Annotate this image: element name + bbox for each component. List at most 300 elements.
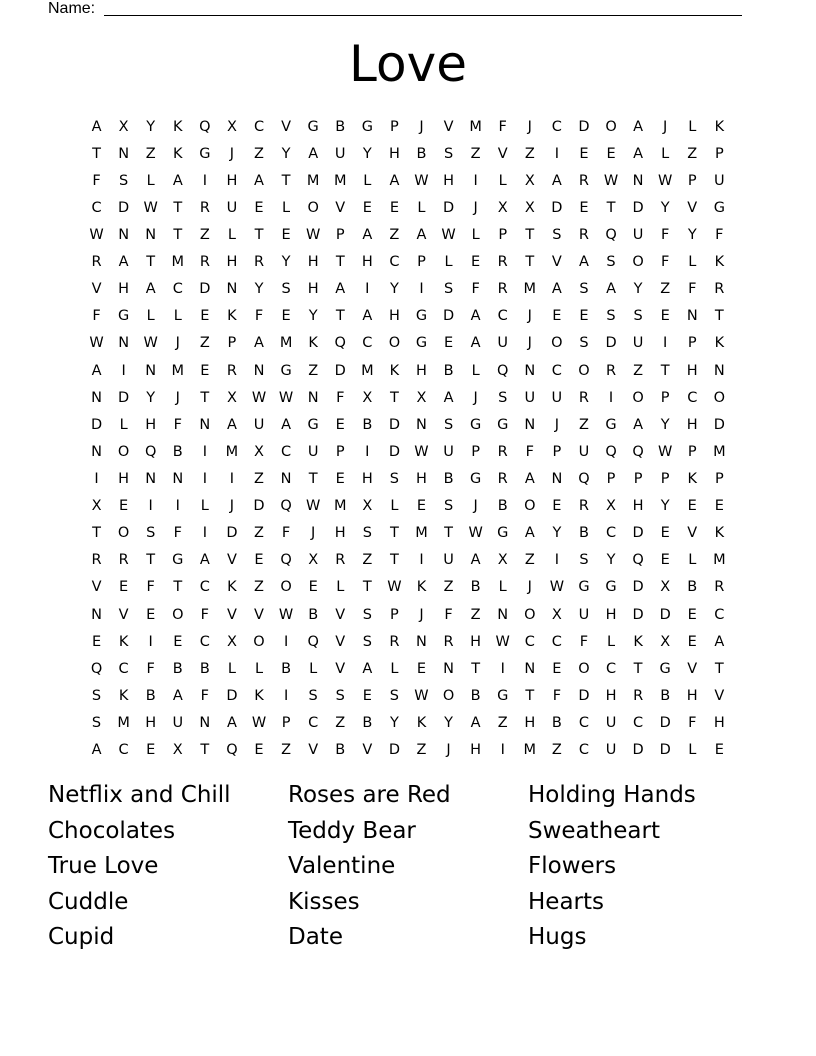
grid-letter: C [578,714,589,731]
grid-row [83,655,733,682]
grid-letter: X [606,498,616,515]
grid-letter: J [175,335,180,352]
grid-letter: C [551,633,562,650]
grid-letter: W [603,172,619,189]
grid-letter: S [362,525,372,542]
grid-letter: E [335,416,345,433]
grid-letter: R [497,254,508,271]
grid-letter: A [254,172,264,189]
grid-letter: C [605,525,617,542]
grid-letter: V [91,579,102,596]
grid-letter: J [527,579,532,596]
grid-letter: D [713,416,725,433]
grid-letter: N [524,362,536,379]
grid-letter: M [333,498,347,515]
grid-letter: D [632,525,644,542]
grid-letter: K [308,335,318,352]
grid-letter: N [172,470,184,487]
grid-letter: N [443,660,454,677]
grid-letter: A [362,308,373,325]
grid-letter: L [390,660,399,677]
grid-letter: Y [389,714,399,731]
grid-letter: O [280,579,292,596]
grid-letter: V [308,742,319,759]
grid-letter: C [199,579,210,596]
grid-letter: P [498,226,508,243]
grid-letter: R [497,470,508,487]
grid-letter: F [525,443,534,460]
grid-letter: R [578,498,589,515]
grid-letter: S [443,498,454,515]
grid-letter: D [632,606,644,623]
grid-letter: V [687,660,698,677]
word-list-item: Chocolates [48,817,176,844]
grid-letter: S [579,335,589,352]
grid-letter: H [416,362,427,379]
grid-letter: U [307,443,319,460]
grid-letter: X [226,389,237,406]
grid-letter: J [663,118,668,135]
grid-letter: E [714,742,724,759]
grid-letter: L [444,254,453,271]
grid-letter: E [254,199,264,216]
grid-letter: M [713,443,726,460]
grid-letter: K [714,118,725,135]
grid-letter: B [443,362,454,379]
grid-letter: X [172,742,183,759]
grid-letter: Q [226,742,238,759]
grid-letter: I [94,470,99,487]
grid-letter: E [200,362,210,379]
grid-letter: B [145,687,156,704]
grid-letter: C [605,660,617,677]
grid-letter: M [713,552,726,569]
grid-letter: E [552,660,562,677]
grid-letter: S [308,687,318,704]
grid-letter: O [388,335,401,352]
grid-letter: F [200,687,210,704]
grid-letter: I [365,281,370,298]
grid-letter: Z [578,416,589,433]
grid-letter: E [606,145,616,162]
grid-row [83,493,733,520]
grid-letter: R [578,389,589,406]
grid-row [83,520,733,547]
grid-row [83,628,733,655]
grid-letter: R [389,633,400,650]
grid-letter: N [118,335,130,352]
grid-letter: R [497,443,508,460]
grid-letter: V [226,606,237,623]
grid-letter: J [419,606,424,623]
grid-letter: C [91,199,102,216]
grid-letter: L [200,498,209,515]
grid-letter: X [524,172,535,189]
grid-letter: P [471,443,480,460]
grid-letter: N [199,416,211,433]
grid-letter: T [92,145,101,162]
grid-letter: F [552,687,562,704]
grid-letter: H [118,281,130,298]
grid-letter: F [471,281,480,298]
word-list-item: Hugs [528,924,587,951]
grid-letter: D [632,199,644,216]
grid-letter: X [91,498,102,515]
grid-letter: B [281,660,292,677]
grid-letter: Z [389,226,400,243]
grid-row [83,357,733,384]
grid-letter: H [470,633,482,650]
grid-letter: E [443,335,454,352]
grid-letter: D [632,579,644,596]
word-list-item: Kisses [288,888,360,915]
grid-letter: P [417,254,426,271]
grid-letter: M [117,714,130,731]
grid-letter: K [118,687,129,704]
grid-row [83,465,733,492]
grid-letter: Z [254,579,264,596]
grid-letter: R [118,552,129,569]
grid-letter: L [606,633,616,650]
grid-letter: A [118,254,129,271]
grid-letter: D [388,416,400,433]
grid-letter: N [416,416,427,433]
grid-letter: K [173,118,183,135]
grid-letter: D [659,742,671,759]
grid-row [83,140,733,167]
grid-letter: O [578,660,590,677]
grid-letter: N [118,226,130,243]
grid-letter: B [416,145,427,162]
grid-letter: I [500,660,505,677]
grid-letter: D [551,199,563,216]
grid-letter: B [497,498,508,515]
grid-letter: C [308,714,319,731]
grid-letter: T [146,552,156,569]
grid-letter: H [605,606,617,623]
grid-letter: A [551,281,562,298]
grid-letter: K [227,579,237,596]
grid-letter: G [280,362,292,379]
grid-letter: Q [90,660,103,677]
grid-letter: F [254,308,264,325]
grid-letter: O [578,362,590,379]
grid-letter: I [148,633,153,650]
grid-letter: H [524,714,536,731]
grid-letter: A [524,525,535,542]
grid-letter: N [91,443,102,460]
grid-letter: T [173,579,183,596]
grid-letter: C [551,118,562,135]
grid-letter: F [146,660,155,677]
grid-letter: A [199,552,210,569]
grid-letter: T [389,389,399,406]
grid-letter: Y [633,281,643,298]
grid-letter: H [334,525,346,542]
grid-letter: M [225,443,239,460]
grid-letter: A [91,362,102,379]
grid-row [83,601,733,628]
grid-letter: S [91,714,102,731]
grid-letter: A [226,714,237,731]
grid-letter: T [633,660,643,677]
grid-letter: R [578,226,589,243]
grid-letter: Y [687,226,697,243]
grid-letter: E [579,145,589,162]
grid-letter: N [91,389,102,406]
grid-row [83,384,733,411]
grid-letter: N [632,172,644,189]
grid-letter: N [91,606,102,623]
grid-letter: J [527,308,532,325]
grid-letter: T [146,254,156,271]
grid-letter: W [658,172,673,189]
grid-letter: I [473,172,478,189]
grid-letter: P [660,389,670,406]
grid-letter: D [388,443,400,460]
grid-letter: E [552,498,562,515]
grid-letter: D [118,199,130,216]
grid-letter: F [444,606,453,623]
grid-letter: U [172,714,184,731]
grid-letter: R [443,633,454,650]
grid-letter: U [632,335,644,352]
grid-letter: H [470,742,482,759]
word-list [48,778,768,956]
grid-letter: S [633,308,643,325]
grid-letter: P [390,118,399,135]
grid-letter: X [226,633,237,650]
grid-letter: E [660,552,670,569]
grid-letter: N [253,362,265,379]
grid-letter: J [527,118,532,135]
grid-letter: A [335,281,346,298]
grid-letter: U [578,606,590,623]
grid-letter: S [389,687,399,704]
grid-letter: N [713,362,725,379]
grid-row [83,194,733,221]
grid-letter: G [578,579,590,596]
grid-letter: Y [146,389,156,406]
grid-letter: S [146,525,156,542]
grid-letter: Z [551,742,562,759]
grid-letter: G [605,579,617,596]
grid-letter: D [199,281,211,298]
grid-letter: X [254,443,264,460]
grid-letter: Y [660,416,670,433]
grid-letter: Q [280,552,292,569]
word-list-item: Hearts [528,888,604,915]
grid-letter: N [226,281,238,298]
grid-letter: D [659,714,671,731]
grid-letter: X [362,498,373,515]
grid-letter: F [146,579,155,596]
grid-letter: T [471,660,481,677]
grid-letter: D [226,687,238,704]
grid-letter: W [305,226,321,243]
grid-row [83,303,733,330]
grid-letter: A [551,172,562,189]
grid-letter: V [443,118,454,135]
grid-letter: T [281,172,291,189]
grid-letter: F [200,606,210,623]
grid-letter: Z [254,525,264,542]
grid-letter: I [554,145,559,162]
grid-letter: D [605,335,617,352]
grid-letter: S [606,254,616,271]
grid-letter: O [117,525,130,542]
grid-letter: E [714,498,724,515]
grid-letter: I [365,443,370,460]
grid-letter: B [335,742,346,759]
grid-letter: T [525,254,535,271]
grid-letter: F [661,226,670,243]
grid-letter: E [660,525,670,542]
grid-letter: B [551,714,562,731]
grid-letter: S [443,145,454,162]
grid-letter: Z [145,145,156,162]
grid-letter: X [308,552,319,569]
grid-letter: Y [552,525,562,542]
grid-letter: C [687,389,698,406]
grid-letter: L [227,226,236,243]
grid-letter: Q [280,498,292,515]
grid-letter: C [578,742,589,759]
grid-letter: A [633,416,644,433]
grid-letter: X [118,118,129,135]
grid-letter: X [497,552,508,569]
grid-letter: Z [470,606,481,623]
grid-letter: I [554,552,559,569]
grid-letter: H [713,714,725,731]
grid-letter: E [91,633,102,650]
grid-letter: T [308,470,318,487]
grid-letter: N [551,470,563,487]
grid-letter: U [253,416,265,433]
grid-letter: G [172,552,184,569]
grid-letter: X [497,199,508,216]
grid-letter: H [686,416,698,433]
grid-letter: G [713,199,725,216]
grid-letter: K [687,470,698,487]
grid-letter: E [552,308,562,325]
grid-letter: V [497,145,508,162]
grid-letter: E [362,687,372,704]
grid-letter: N [524,660,536,677]
grid-letter: H [443,172,454,189]
grid-letter: M [171,254,185,271]
grid-letter: F [688,281,697,298]
grid-letter: I [663,335,668,352]
grid-letter: Q [605,443,617,460]
grid-letter: E [687,498,697,515]
grid-letter: Y [146,118,156,135]
grid-letter: E [660,308,670,325]
grid-letter: P [335,443,345,460]
grid-letter: U [632,226,644,243]
grid-letter: J [446,742,451,759]
grid-letter: H [226,172,238,189]
grid-letter: E [687,633,697,650]
grid-letter: S [443,281,454,298]
grid-row [83,167,733,194]
grid-letter: D [90,416,103,433]
grid-letter: L [119,416,128,433]
grid-letter: E [146,742,156,759]
letter-grid [83,113,733,764]
grid-letter: H [145,416,157,433]
grid-letter: A [91,742,102,759]
grid-letter: Q [497,362,509,379]
grid-letter: A [91,118,102,135]
grid-letter: M [333,172,347,189]
grid-letter: N [199,714,211,731]
grid-letter: D [578,118,590,135]
word-list-item: Sweatheart [528,817,660,844]
grid-letter: W [441,226,456,243]
grid-letter: R [497,281,508,298]
grid-letter: Y [606,552,616,569]
grid-letter: J [473,498,478,515]
word-list-item: Valentine [288,853,396,880]
grid-letter: V [714,687,725,704]
grid-letter: U [443,443,454,460]
grid-row [83,113,733,140]
grid-letter: S [579,281,589,298]
grid-letter: U [443,552,454,569]
grid-letter: S [362,633,372,650]
grid-letter: G [470,416,482,433]
grid-letter: E [687,606,697,623]
grid-row [83,682,733,709]
grid-letter: G [659,660,671,677]
grid-letter: W [305,498,321,515]
grid-letter: B [172,660,183,677]
grid-letter: Y [362,145,372,162]
grid-letter: N [524,416,536,433]
grid-letter: V [335,199,346,216]
grid-letter: S [362,606,372,623]
grid-letter: N [686,308,698,325]
grid-letter: S [389,470,399,487]
grid-letter: V [335,633,346,650]
grid-letter: O [172,606,184,623]
grid-letter: T [525,687,535,704]
grid-letter: L [336,579,345,596]
grid-letter: R [578,172,589,189]
grid-letter: N [307,389,319,406]
grid-letter: R [633,687,644,704]
grid-letter: L [688,742,697,759]
grid-letter: A [633,145,644,162]
word-list-item: True Love [48,853,159,880]
grid-letter: T [389,552,399,569]
word-list-item: Holding Hands [528,782,696,808]
grid-letter: U [551,389,563,406]
grid-letter: G [605,416,617,433]
grid-letter: H [307,281,319,298]
grid-letter: R [199,199,210,216]
grid-letter: M [306,172,320,189]
grid-letter: R [714,579,725,596]
grid-letter: L [688,254,697,271]
grid-letter: N [280,470,292,487]
grid-letter: A [172,172,183,189]
grid-letter: A [524,470,535,487]
grid-letter: A [470,552,481,569]
grid-letter: I [175,498,180,515]
grid-letter: S [335,687,345,704]
